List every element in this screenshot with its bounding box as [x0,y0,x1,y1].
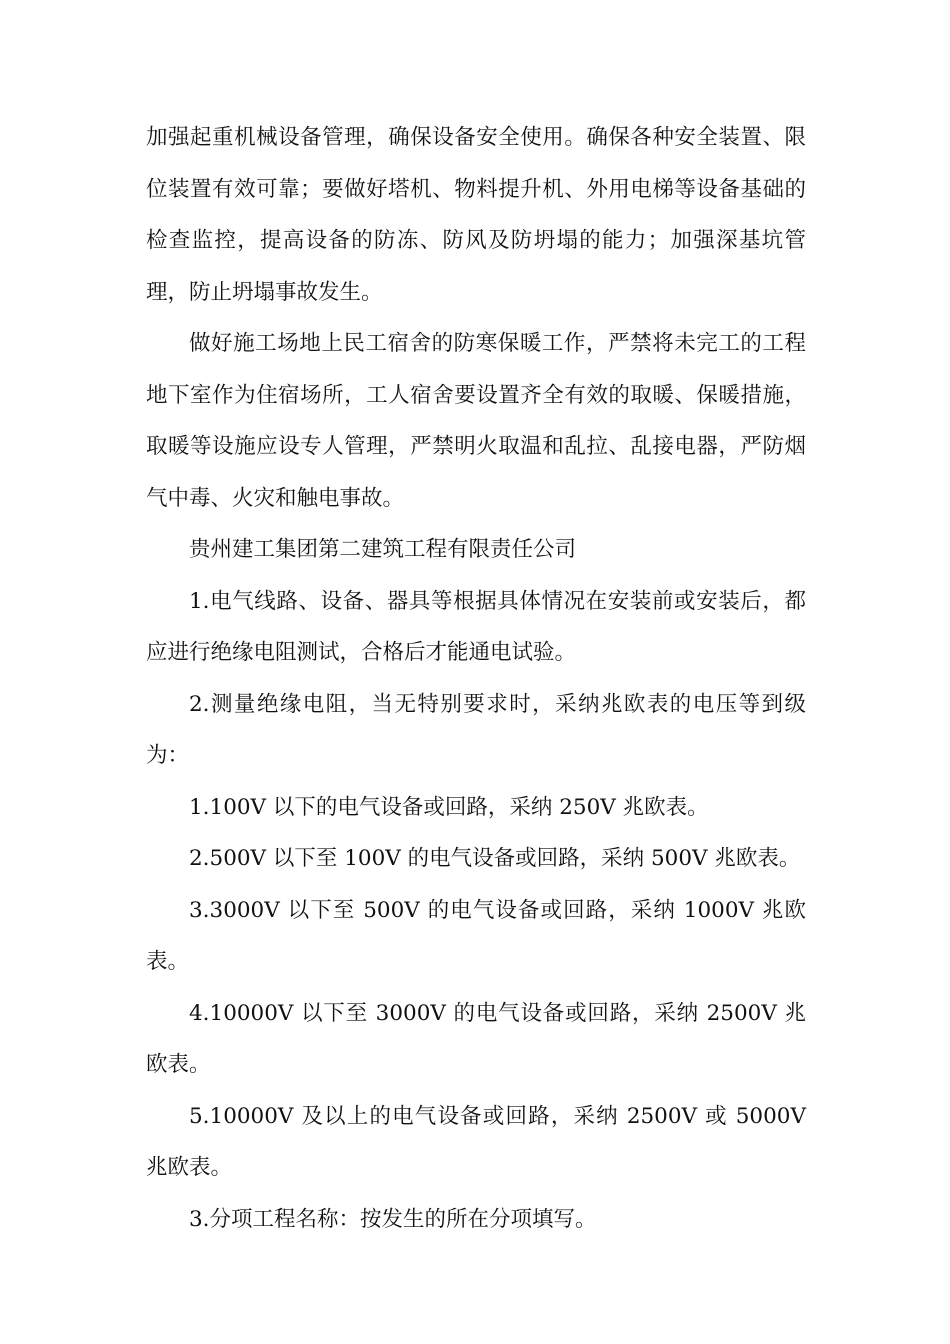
document-body [146,112,806,1245]
paragraph-insulation-test: 1.电气线路、设备、器具等根据具体情况在安装前或安装后，都应进行绝缘电阻测试，合格后才能通电试验。 [146,588,806,665]
list-item-megger-2: 2.500V 以下至 100V 的电气设备或回路，采纳 500V 兆欧表。 [189,846,801,871]
paragraph-megger-voltage-intro: 2.测量绝缘电阻，当无特别要求时，采纳兆欧表的电压等到级为： [146,691,806,768]
paragraph-equipment-management: 加强起重机械设备管理，确保设备安全使用。确保各种安全装置、限位装置有效可靠；要做好塔机、物料提升机、外用电梯等设备基础的检查监控，提高设备的防冻、防风及防坍塌的能力；加强深基坑管理，防止坍塌事故发生。 [146,125,806,305]
list-item-megger-1: 1.100V 以下的电气设备或回路，采纳 250V 兆欧表。 [189,794,709,820]
paragraph-subitem-name: 3.分项工程名称：按发生的所在分项填写。 [189,1206,597,1232]
paragraph-company-name: 贵州建工集团第二建筑工程有限责任公司 [189,537,577,562]
list-item-megger-4: 4.10000V 以下至 3000V 的电气设备或回路，采纳 2500V 兆欧表。 [146,1000,806,1077]
list-item-megger-3: 3.3000V 以下至 500V 的电气设备或回路，采纳 1000V 兆欧表。 [146,897,806,974]
list-item-megger-5: 5.10000V 及以上的电气设备或回路，采纳 2500V 或 5000V 兆欧表。 [146,1103,806,1180]
paragraph-dormitory-safety: 做好施工场地上民工宿舍的防寒保暖工作，严禁将未完工的工程地下室作为住宿场所，工人宿舍要设置齐全有效的取暖、保暖措施，取暖等设施应设专人管理，严禁明火取温和乱拉、乱接电器，严防烟气中毒、火灾和触电事故。 [146,331,806,511]
